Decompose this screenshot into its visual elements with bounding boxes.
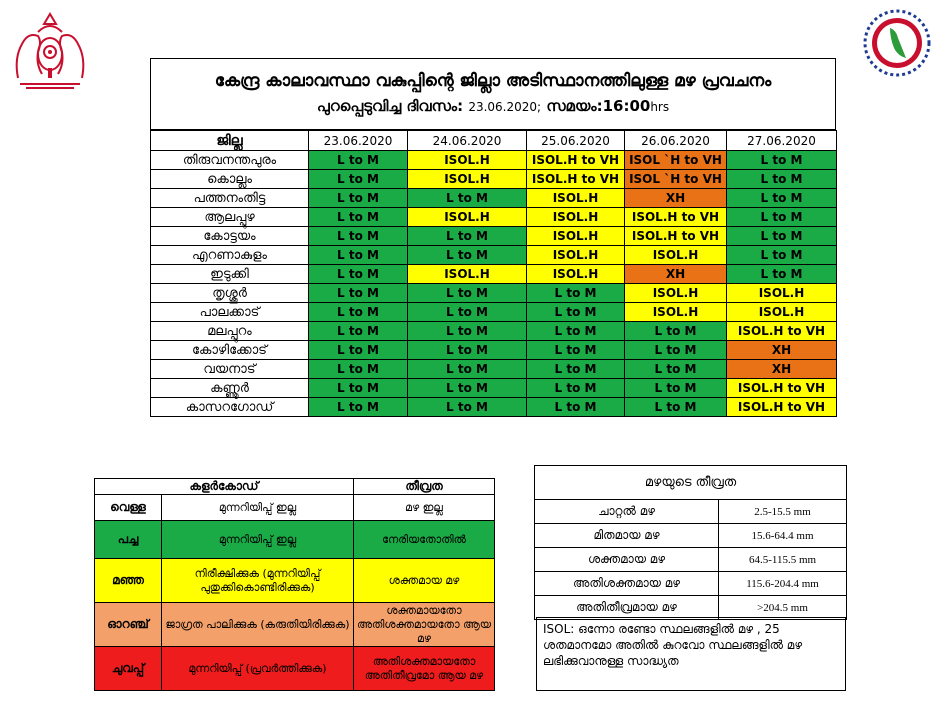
forecast-cell: L to M [408,360,527,379]
forecast-cell: L to M [408,398,527,417]
intensity-body [535,500,847,620]
district-name: മലപ്പുറം [151,322,309,341]
district-name: തിരുവനന്തപുരം [151,151,309,170]
district-name: തൃശ്ശൂർ [151,284,309,303]
forecast-row [151,379,837,398]
forecast-cell: L to M [625,379,727,398]
forecast-cell: ISOL.H [408,265,527,284]
intensity-range: >204.5 mm [719,596,847,620]
district-name: കണ്ണൂർ [151,379,309,398]
forecast-cell: L to M [727,170,837,189]
forecast-row [151,208,837,227]
district-name: കോട്ടയം [151,227,309,246]
forecast-row [151,170,837,189]
forecast-cell: L to M [309,379,408,398]
legend-intensity: നേരിയതോതിൽ [354,521,495,559]
forecast-header-row [151,131,837,151]
intensity-row [535,524,847,548]
forecast-cell: L to M [527,398,625,417]
legend-row [95,559,495,603]
legend-colour-name: ചുവപ്പ് [95,647,162,691]
forecast-cell: XH [625,265,727,284]
forecast-title-box [150,58,836,130]
forecast-cell: L to M [309,398,408,417]
forecast-cell: L to M [727,189,837,208]
forecast-cell: L to M [527,360,625,379]
forecast-cell: L to M [309,265,408,284]
legend-row [95,495,495,521]
forecast-cell: L to M [527,379,625,398]
intensity-title: മഴയുടെ തീവ്രത [535,466,847,500]
date-header: 23.06.2020 [309,131,408,151]
forecast-cell: ISOL.H [625,303,727,322]
legend-description: മുന്നറിയിപ്പ് ഇല്ല [162,521,354,559]
forecast-cell: ISOL.H [527,246,625,265]
intensity-range: 64.5-115.5 mm [719,548,847,572]
forecast-cell: XH [625,189,727,208]
intensity-label: അതിശക്തമായ മഴ [535,572,719,596]
forecast-cell: L to M [625,398,727,417]
forecast-row [151,398,837,417]
forecast-cell: L to M [408,284,527,303]
page-title: കേന്ദ്ര കാലാവസ്ഥാ വകുപ്പിന്റെ ജില്ലാ അടിസ്ഥാനത്തിലുള്ള മഴ പ്രവചനം [214,71,772,91]
forecast-cell: L to M [625,360,727,379]
district-name: ആലപ്പുഴ [151,208,309,227]
forecast-cell: L to M [309,151,408,170]
forecast-cell: L to M [309,246,408,265]
forecast-cell: L to M [408,246,527,265]
forecast-cell: ISOL.H [727,284,837,303]
intensity-row [535,596,847,620]
intensity-label: ശക്തമായ മഴ [535,548,719,572]
rainfall-intensity-table [534,465,847,620]
date-header: 25.06.2020 [527,131,625,151]
time-value: 16:00 [602,97,651,115]
district-name: പാലക്കാട് [151,303,309,322]
legend-intensity: അതിശക്തമായതോ അതിതീവ്രമോ ആയ മഴ [354,647,495,691]
forecast-cell: ISOL.H to VH [727,322,837,341]
intensity-row [535,548,847,572]
district-name: കോഴിക്കോട് [151,341,309,360]
forecast-row [151,284,837,303]
forecast-cell: L to M [408,322,527,341]
forecast-cell: L to M [527,341,625,360]
forecast-cell: XH [727,341,837,360]
forecast-cell: L to M [527,322,625,341]
forecast-cell: ISOL.H [625,246,727,265]
forecast-cell: ISOL.H [408,208,527,227]
intensity-range: 15.6-64.4 mm [719,524,847,548]
forecast-cell: L to M [309,189,408,208]
forecast-cell: ISOL.H [408,151,527,170]
forecast-cell: L to M [408,341,527,360]
forecast-cell: L to M [527,284,625,303]
forecast-cell: L to M [309,322,408,341]
forecast-row [151,246,837,265]
forecast-cell: L to M [309,170,408,189]
legend-body [95,495,495,691]
colour-code-legend [94,478,495,691]
issued-date: 23.06.2020; [468,100,542,114]
time-unit: hrs [650,100,670,114]
forecast-cell: L to M [625,322,727,341]
district-name: കൊല്ലം [151,170,309,189]
forecast-cell: L to M [309,341,408,360]
legend-row [95,647,495,691]
date-header: 27.06.2020 [727,131,837,151]
isol-definition-note: ISOL: ഒന്നോ രണ്ടോ സ്ഥലങ്ങളിൽ മഴ , 25 ശതമാനമോ അതിൽ കുറവോ സ്ഥലങ്ങളിൽ മഴ ലഭിക്കുവാനുള്ള സാദ്ധ്യത [536,617,846,691]
forecast-cell: L to M [309,303,408,322]
forecast-cell: L to M [727,227,837,246]
forecast-cell: ISOL.H to VH [727,379,837,398]
legend-intensity: ശക്തമായ മഴ [354,559,495,603]
district-name: പത്തനംതിട്ട [151,189,309,208]
forecast-cell: L to M [727,208,837,227]
forecast-cell: ISOL.H to VH [527,151,625,170]
forecast-cell: ISOL.H [527,265,625,284]
kerala-emblem-icon [8,8,92,92]
district-name: ഇടുക്കി [151,265,309,284]
issued-label: പുറപ്പെടുവിച്ച ദിവസം: [316,97,464,115]
district-name: കാസറഗോഡ് [151,398,309,417]
legend-description: മുന്നറിയിപ്പ് ഇല്ല [162,495,354,521]
intensity-row [535,500,847,524]
forecast-cell: L to M [408,227,527,246]
issued-line [151,97,835,115]
legend-intensity-header: തീവ്രത [354,479,495,495]
legend-intensity: ശക്തമായതോ അതിശക്തമായതോ ആയ മഴ [354,603,495,647]
intensity-row [535,572,847,596]
forecast-cell: ISOL.H [527,227,625,246]
district-name: എറണാകുളം [151,246,309,265]
forecast-row [151,227,837,246]
forecast-cell: ISOL `H to VH [625,151,727,170]
forecast-cell: L to M [527,303,625,322]
legend-colour-name: വെള്ള [95,495,162,521]
intensity-range: 115.6-204.4 mm [719,572,847,596]
forecast-cell: ISOL.H [527,208,625,227]
legend-row [95,521,495,559]
legend-colour-header: കളർകോഡ് [95,479,354,495]
forecast-cell: ISOL.H to VH [727,398,837,417]
time-label: സമയം: [546,97,603,115]
intensity-label: ചാറ്റൽ മഴ [535,500,719,524]
forecast-cell: ISOL.H [727,303,837,322]
legend-row [95,603,495,647]
legend-intensity: മഴ ഇല്ല [354,495,495,521]
forecast-cell: L to M [625,341,727,360]
forecast-cell: ISOL.H to VH [527,170,625,189]
forecast-row [151,341,837,360]
district-name: വയനാട് [151,360,309,379]
legend-colour-name: മഞ്ഞ [95,559,162,603]
forecast-cell: L to M [727,265,837,284]
legend-header-row [95,479,495,495]
forecast-row [151,322,837,341]
forecast-cell: L to M [408,379,527,398]
forecast-body [151,151,837,417]
legend-description: നിരീക്ഷിക്കുക (മുന്നറിയിപ്പ് പുതുക്കികൊണ്ടിരിക്കുക) [162,559,354,603]
forecast-cell: L to M [727,246,837,265]
forecast-cell: ISOL.H [408,170,527,189]
forecast-cell: L to M [309,360,408,379]
forecast-cell: ISOL.H [527,189,625,208]
forecast-cell: L to M [309,284,408,303]
forecast-cell: L to M [309,227,408,246]
intensity-label: അതിതീവ്രമായ മഴ [535,596,719,620]
forecast-cell: ISOL.H [625,284,727,303]
forecast-row [151,360,837,379]
forecast-table [150,130,837,417]
intensity-range: 2.5-15.5 mm [719,500,847,524]
forecast-row [151,303,837,322]
forecast-row [151,265,837,284]
date-header: 24.06.2020 [408,131,527,151]
forecast-cell: L to M [408,189,527,208]
forecast-cell: ISOL `H to VH [625,170,727,189]
ksdma-logo-icon [862,8,932,78]
forecast-row [151,189,837,208]
intensity-label: മിതമായ മഴ [535,524,719,548]
legend-colour-name: പച്ച [95,521,162,559]
forecast-cell: L to M [309,208,408,227]
forecast-cell: L to M [727,151,837,170]
forecast-cell: L to M [408,303,527,322]
legend-colour-name: ഓറഞ്ച് [95,603,162,647]
district-column-header: ജില്ല [151,131,309,151]
forecast-row [151,151,837,170]
forecast-cell: XH [727,360,837,379]
forecast-cell: ISOL.H to VH [625,227,727,246]
legend-description: മുന്നറിയിപ്പ് (പ്രവർത്തിക്കുക) [162,647,354,691]
legend-description: ജാഗ്രത പാലിക്കുക (കരുതിയിരിക്കുക) [162,603,354,647]
date-header: 26.06.2020 [625,131,727,151]
forecast-cell: ISOL.H to VH [625,208,727,227]
